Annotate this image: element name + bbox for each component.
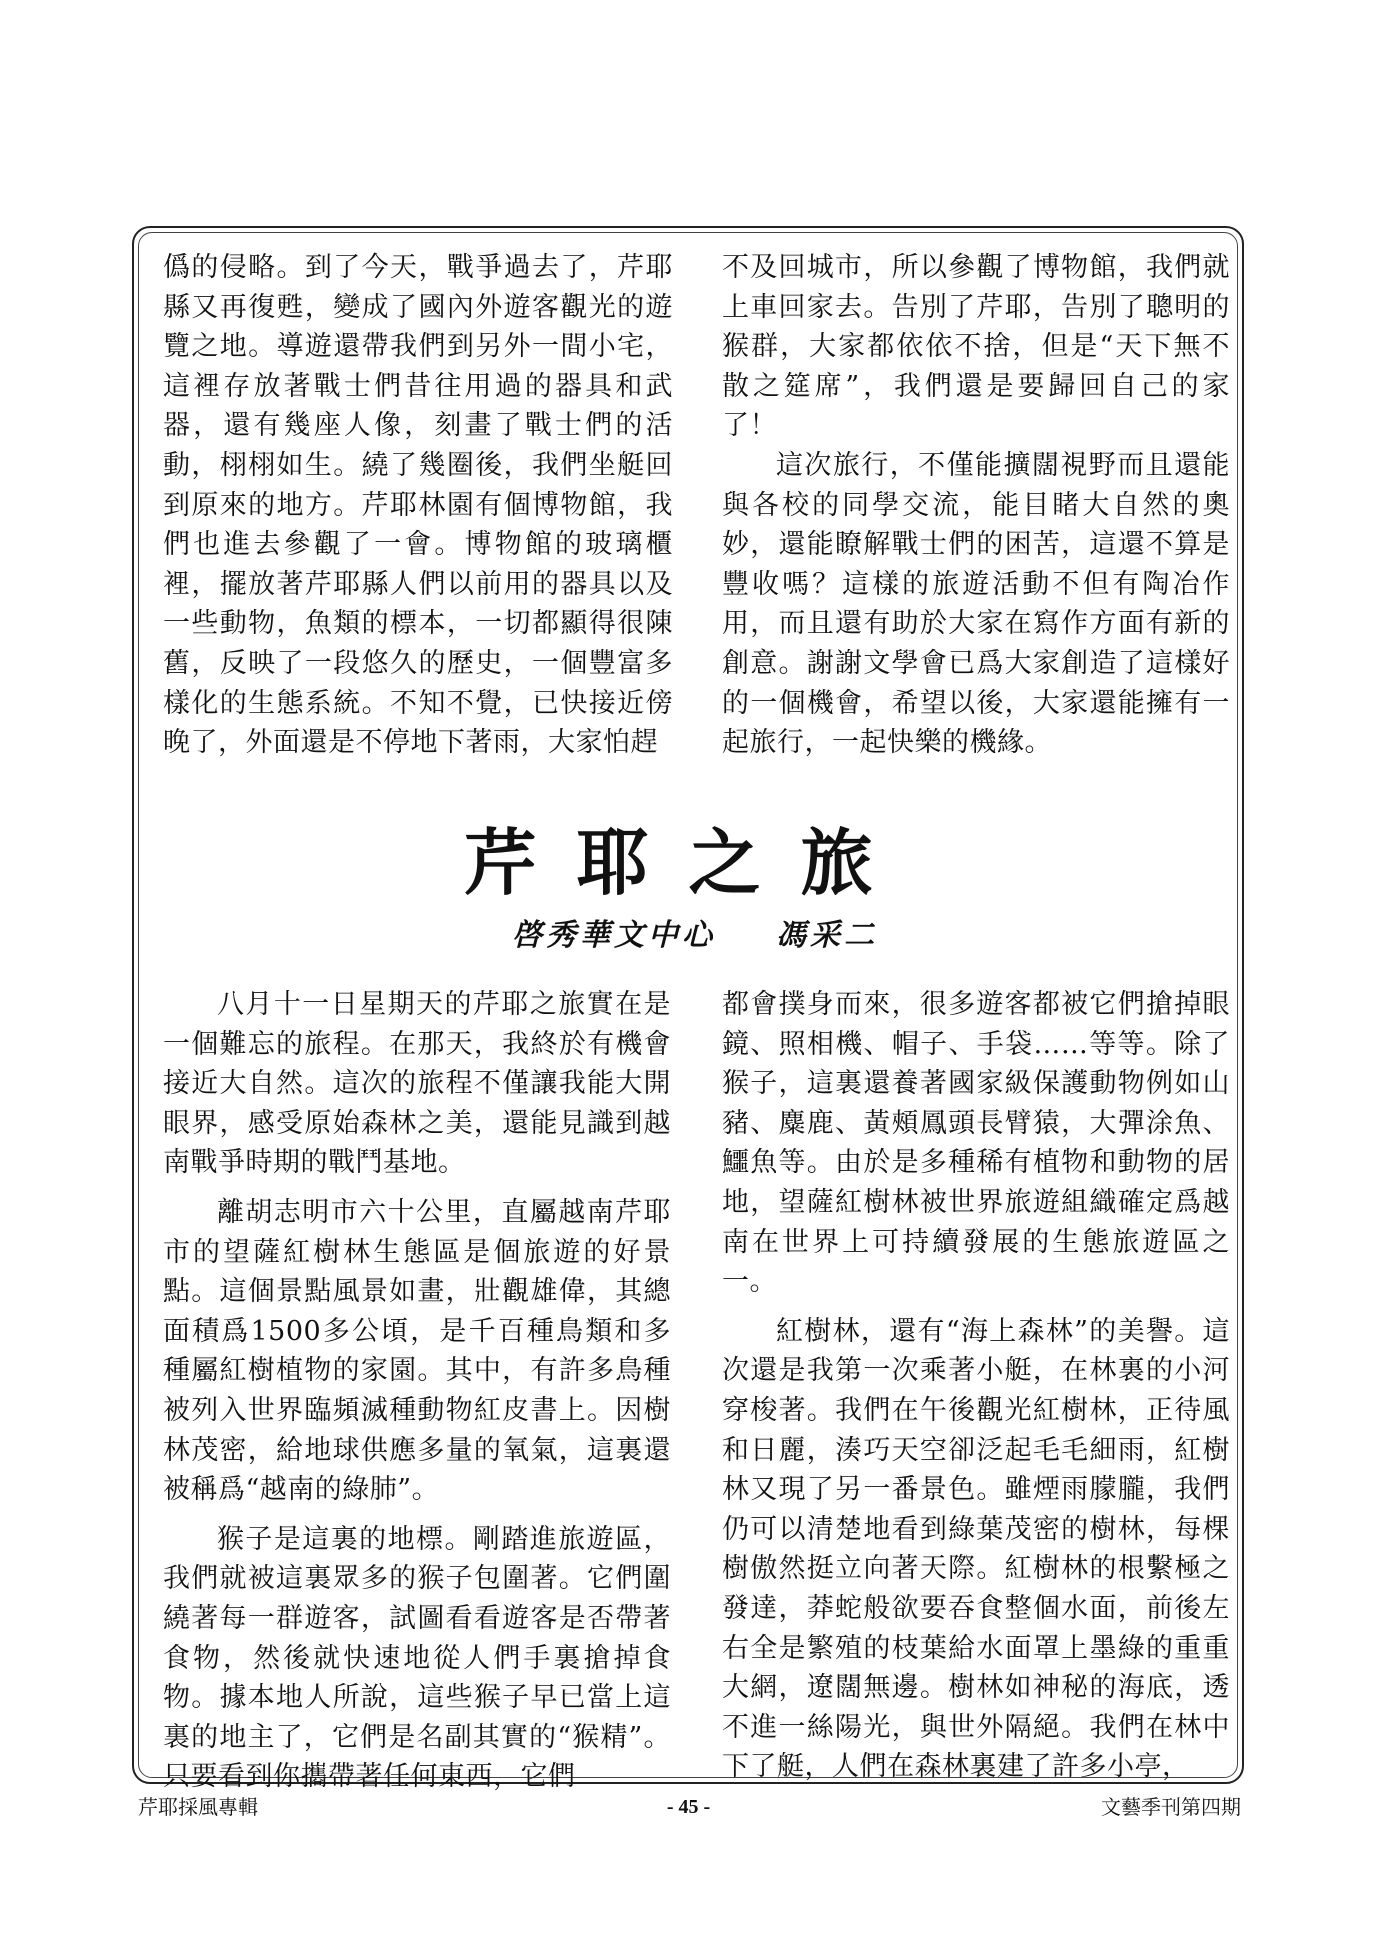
- paragraph: 紅樹林，還有“海上森林”的美譽。這次還是我第一次乘著小艇，在林裏的小河穿梭著。我們在午後觀光紅樹林，正待風和日麗，湊巧天空卻泛起毛毛細雨，紅樹林又現了另一番景色。雖煙雨朦朧，我們仍可以清楚地看到綠葉茂密的樹林，每棵樹傲然挺立向著天際。紅樹林的根繫極之發達，莽蛇般欲要吞食整個水面，前後左右全是繁殖的枝葉給水面罩上墨綠的重重大網，遼闊無邊。樹林如神秘的海底，透不進一絲陽光，與世外隔絕。我們在林中下了艇，人們在森林裏建了許多小亭，: [722, 1315, 1230, 1783]
- article-right-column: [722, 985, 1230, 1787]
- previous-article-left-column: [163, 248, 673, 763]
- author-name: 馮采二: [776, 918, 878, 953]
- paragraph: 這次旅行，不僅能擴闊視野而且還能與各校的同學交流，能目睹大自然的奧妙，還能瞭解戰士們的困苦，這還不算是豐收嗎？這樣的旅遊活動不但有陶冶作用，而且還有助於大家在寫作方面有新的創意。謝謝文學會已爲大家創造了這樣好的一個機會，希望以後，大家還能擁有一起旅行，一起快樂的機緣。: [722, 449, 1230, 759]
- footer-section-title: 芹耶採風專輯: [138, 1795, 258, 1819]
- author-organization: 啓秀華文中心: [512, 918, 716, 953]
- previous-article-right-column: [722, 248, 1230, 763]
- footer-page-number: - 45 -: [666, 1796, 711, 1818]
- footer-publication: 文藝季刊第四期: [1101, 1795, 1241, 1819]
- paragraph: 猴子是這裏的地標。剛踏進旅遊區，我們就被這裏眾多的猴子包圍著。它們圍繞著每一群遊客，試圖看看遊客是否帶著食物，然後就快速地從人們手裏搶掉食物。據本地人所說，這些猴子早已當上這裏的地主了，它們是名副其實的“猴精”。只要看到你攜帶著任何東西，它們: [163, 1523, 671, 1793]
- paragraph: 僞的侵略。到了今天，戰爭過去了，芹耶縣又再復甦，變成了國內外遊客觀光的遊覽之地。導遊還帶我們到另外一間小宅，這裡存放著戰士們昔往用過的器具和武器，還有幾座人像，刻畫了戰士們的活動，栩栩如生。繞了幾圈後，我們坐艇回到原來的地方。芹耶林園有個博物館，我們也進去參觀了一會。博物館的玻璃櫃裡，擺放著芹耶縣人們以前用的器具以及一些動物，魚類的標本，一切都顯得很陳舊，反映了一段悠久的歷史，一個豐富多樣化的生態系統。不知不覺，已快接近傍晚了，外面還是不停地下著雨，大家怕趕: [163, 252, 673, 759]
- article-left-column: [163, 985, 671, 1797]
- paragraph: 離胡志明市六十公里，直屬越南芹耶市的望薩紅樹林生態區是個旅遊的好景點。這個景點風景如畫，壯觀雄偉，其總面積爲1500多公頃，是千百種鳥類和多種屬紅樹植物的家園。其中，有許多鳥種被列入世界臨頻滅種動物紅皮書上。因樹林茂密，給地球供應多量的氧氣，這裏還被稱爲“越南的綠肺”。: [163, 1196, 671, 1506]
- paragraph: 都會撲身而來，很多遊客都被它們搶掉眼鏡、照相機、帽子、手袋……等等。除了猴子，這裏還養著國家級保護動物例如山豬、麋鹿、黃頰鳳頭長臂猿，大彈涂魚、鱷魚等。由於是多種稀有植物和動物的居地，望薩紅樹林被世界旅遊組織確定爲越南在世界上可持續發展的生態旅遊區之一。: [722, 989, 1230, 1298]
- paragraph: 八月十一日星期天的芹耶之旅實在是一個難忘的旅程。在那天，我終於有機會接近大自然。這次的旅程不僅讓我能大開眼界，感受原始森林之美，還能見識到越南戰爭時期的戰鬥基地。: [163, 989, 671, 1179]
- paragraph: 不及回城市，所以參觀了博物館，我們就上車回家去。告別了芹耶，告別了聰明的猴群，大家都依依不捨，但是“天下無不散之筵席”，我們還是要歸回自己的家了！: [722, 252, 1230, 442]
- article-title: 芹耶之旅: [464, 820, 913, 905]
